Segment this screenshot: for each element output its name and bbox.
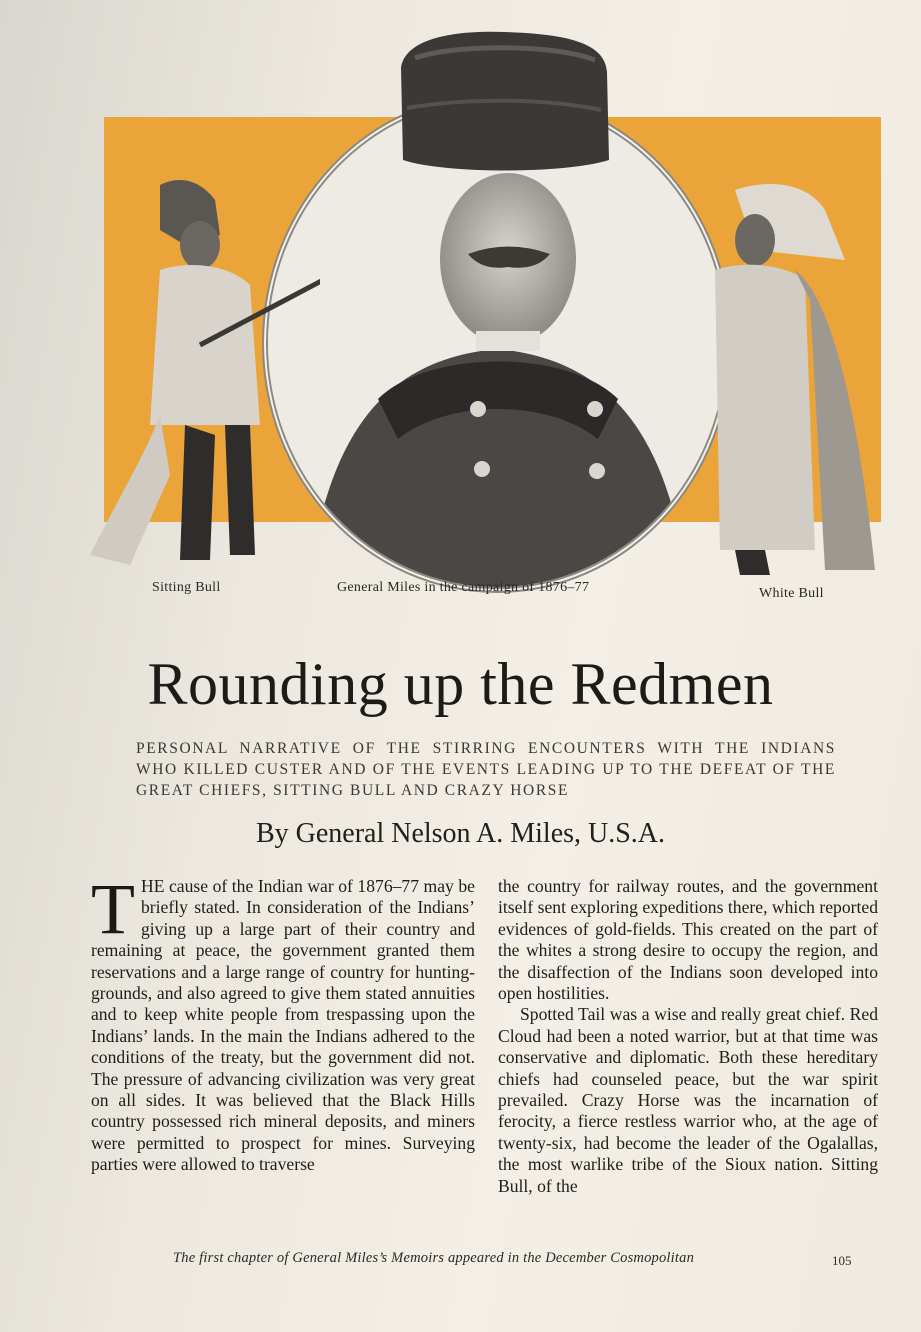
article-subtitle: PERSONAL NARRATIVE OF THE STIRRING ENCOUNTERS WITH THE INDIANS WHO KILLED CUSTER AND OF THE EVENTS LEADING UP TO THE DEFEAT OF THE GREAT CHIEFS, SITTING BULL AND CRAZY HORSE xyxy=(136,740,836,799)
paragraph-2: the country for railway routes, and the government itself sent exploring expeditions there, which reported evidences of gold-fields. This created on the part of the whites a strong desire to occupy the region, and the disaffection of the Indians soon developed into open hostilities. xyxy=(498,876,878,1004)
sitting-bull-figure xyxy=(90,175,320,575)
paragraph-3: Spotted Tail was a wise and really great chief. Red Cloud had been a noted warrior, but at that time was conservative and diplomatic. Both these hereditary chiefs had counseled peace, but the war spirit prevailed. Crazy Horse was the incarnation of ferocity, a fierce restless warrior who, at the age of twenty-six, had become the leader of the Ogalallas, the most warlike tribe of the Sioux nation. Sitting Bull, of the xyxy=(498,1004,878,1196)
article-column-right xyxy=(498,876,878,1197)
article-title: Rounding up the Redmen xyxy=(147,651,774,717)
page-number: 105 xyxy=(832,1253,852,1268)
caption-sitting-bull: Sitting Bull xyxy=(152,580,221,595)
article-column-left xyxy=(91,869,475,1176)
caption-white-bull: White Bull xyxy=(759,586,824,601)
footer-note: The first chapter of General Miles’s Memoirs appeared in the December Cosmopolitan xyxy=(173,1250,695,1266)
caption-general-miles: General Miles in the campaign of 1876–77 xyxy=(337,580,590,595)
fur-hat xyxy=(395,28,613,178)
paragraph-1 xyxy=(91,869,475,1176)
white-bull-figure xyxy=(695,180,895,580)
paragraph-1-text: HE cause of the Indian war of 1876–77 may be briefly stated. In consideration of the Indians’ giving up a large part of their country and remaining at peace, the government granted them reservations and a large range of country for hunting-grounds, and also agreed to give them stated annuities and to keep white people from trespassing upon the Indians’ lands. In the main the Indians adhered to the conditions of the treaty, but the government did not. The pressure of advancing civilization was very great on all sides. It was believed that the Black Hills country possessed rich mineral deposits, and miners were permitted to prospect for mines. Surveying parties were allowed to traverse xyxy=(91,876,475,1175)
article-byline: By General Nelson A. Miles, U.S.A. xyxy=(255,818,666,849)
drop-cap: T xyxy=(91,869,135,949)
